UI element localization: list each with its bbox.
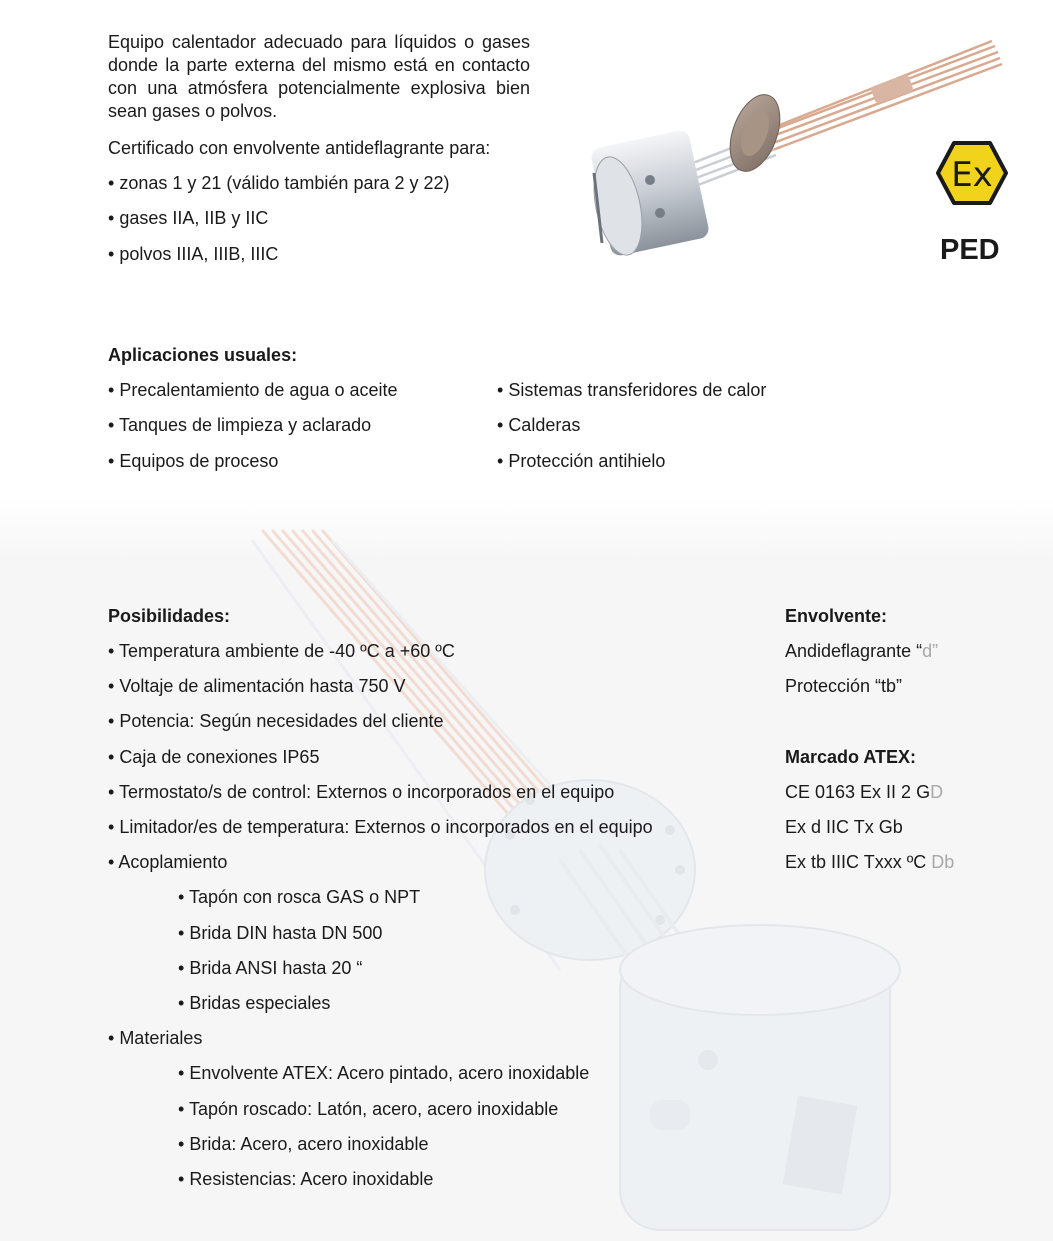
- application-item: • Sistemas transferidores de calor: [497, 379, 766, 401]
- atex-marking-line: Ex d IIC Tx Gb: [785, 817, 903, 837]
- possibility-item: • Limitador/es de temperatura: Externos o incorporados en el equipo: [108, 816, 653, 838]
- possibility-item: • Acoplamiento: [108, 851, 227, 873]
- material-item: • Resistencias: Acero inoxidable: [178, 1168, 433, 1190]
- application-item: • Equipos de proceso: [108, 450, 278, 472]
- materials-label: • Materiales: [108, 1027, 202, 1049]
- enclosure-dust-protection: Protección “tb”: [785, 676, 903, 696]
- possibility-item: • Caja de conexiones IP65: [108, 746, 319, 768]
- application-item: • Protección antihielo: [497, 450, 665, 472]
- possibility-item: • Potencia: Según necesidades del cliente: [108, 710, 444, 732]
- atex-marking-line: Ex tb IIIC Txxx ºC Db: [785, 852, 955, 872]
- coupling-item: • Tapón con rosca GAS o NPT: [178, 886, 420, 908]
- enclosure-heading: Envolvente:: [785, 606, 888, 626]
- coupling-item: • Brida ANSI hasta 20 “: [178, 957, 362, 979]
- possibility-item: • Voltaje de alimentación hasta 750 V: [108, 675, 406, 697]
- application-item: • Calderas: [497, 414, 580, 436]
- enclosure-flameproof: Andideflagrante “d”: [785, 641, 939, 661]
- ped-label: PED: [940, 234, 1000, 266]
- atex-marking-line: CE 0163 Ex II 2 GD: [785, 782, 944, 802]
- applications-heading: Aplicaciones usuales:: [108, 345, 298, 365]
- atex-ex-logo: [936, 140, 1008, 206]
- cert-item-dusts: • polvos IIIA, IIIB, IIIC: [108, 243, 278, 265]
- atex-heading: Marcado ATEX:: [785, 747, 917, 767]
- svg-text:Ex: Ex: [951, 155, 993, 195]
- cert-item-zones: • zonas 1 y 21 (válido también para 2 y 22): [108, 172, 450, 194]
- certification-heading: Certificado con envolvente antideflagrante para:: [108, 138, 491, 158]
- application-item: • Precalentamiento de agua o aceite: [108, 379, 398, 401]
- material-item: • Brida: Acero, acero inoxidable: [178, 1133, 428, 1155]
- coupling-item: • Brida DIN hasta DN 500: [178, 922, 382, 944]
- coupling-item: • Bridas especiales: [178, 992, 330, 1014]
- material-item: • Envolvente ATEX: Acero pintado, acero inoxidable: [178, 1062, 589, 1084]
- application-item: • Tanques de limpieza y aclarado: [108, 414, 371, 436]
- intro-description: Equipo calentador adecuado para líquidos o gases donde la parte externa del mismo está en contacto con una atmósfera potencialmente explosiva bien sean gases o polvos.: [108, 32, 530, 121]
- possibility-item: • Temperatura ambiente de -40 ºC a +60 ºC: [108, 640, 455, 662]
- possibility-item: • Termostato/s de control: Externos o incorporados en el equipo: [108, 781, 614, 803]
- possibilities-heading: Posibilidades:: [108, 606, 231, 626]
- cert-item-gases: • gases IIA, IIB y IIC: [108, 207, 268, 229]
- material-item: • Tapón roscado: Latón, acero, acero inoxidable: [178, 1098, 558, 1120]
